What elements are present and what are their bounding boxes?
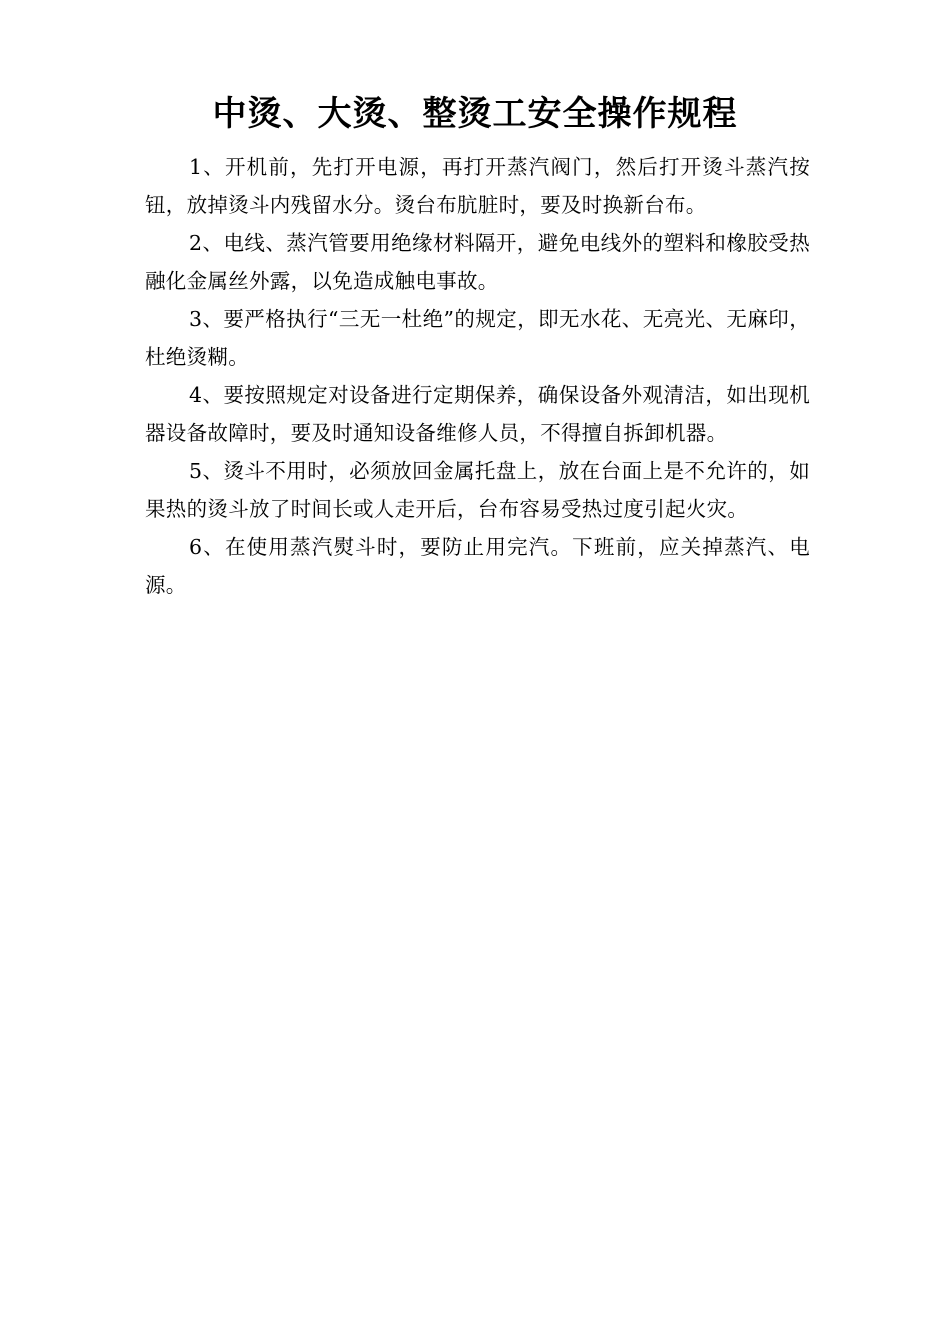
rule-paragraph-6: 6、在使用蒸汽熨斗时，要防止用完汽。下班前，应关掉蒸汽、电源。	[145, 535, 810, 597]
document-title: 中烫、大烫、整烫工安全操作规程	[212, 94, 738, 134]
rule-paragraph-4: 4、要按照规定对设备进行定期保养，确保设备外观清洁，如出现机器设备故障时，要及时通知设备维修人员，不得擅自拆卸机器。	[145, 383, 810, 445]
rule-paragraph-1: 1、开机前，先打开电源，再打开蒸汽阀门，然后打开烫斗蒸汽按钮，放掉烫斗内残留水分。烫台布肮脏时，要及时换新台布。	[145, 155, 810, 217]
rule-paragraph-2: 2、电线、蒸汽管要用绝缘材料隔开，避免电线外的塑料和橡胶受热融化金属丝外露，以免造成触电事故。	[145, 231, 810, 293]
rule-paragraph-3: 3、要严格执行“三无一杜绝”的规定，即无水花、无亮光、无麻印，杜绝烫糊。	[145, 307, 810, 369]
rule-paragraph-5: 5、烫斗不用时，必须放回金属托盘上，放在台面上是不允许的，如果热的烫斗放了时间长或人走开后，台布容易受热过度引起火灾。	[145, 459, 810, 521]
document-body	[145, 148, 810, 604]
